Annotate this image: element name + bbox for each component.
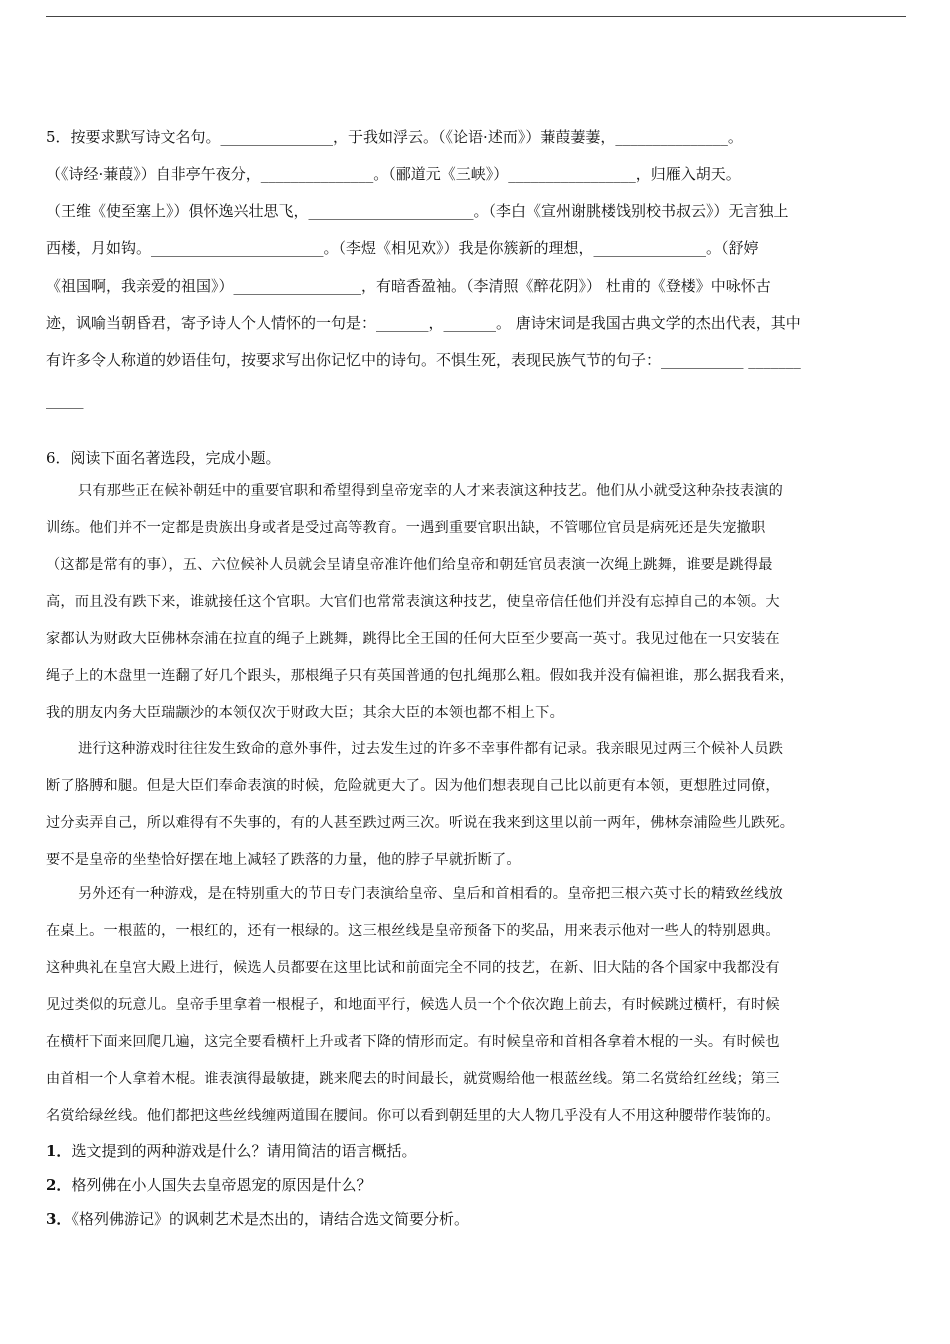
passage-line: 训练。他们并不一定都是贵族出身或者是受过高等教育。一遇到重要官职出缺，不管哪位官员是病死还是失宠撤职 bbox=[46, 520, 766, 536]
passage-line: 只有那些正在候补朝廷中的重要官职和希望得到皇帝宠幸的人才来表演这种技艺。他们从小就受这种杂技表演的 bbox=[78, 483, 783, 499]
passage-line: 过分卖弄自己，所以难得有不失事的，有的人甚至跌过两三次。听说在我来到这里以前一两年，佛林奈浦险些儿跌死。 bbox=[46, 815, 795, 831]
q5-line: 西楼，月如钩。_______________________。（李煜《相见欢》）我是你簇新的理想，_______________。（舒婷 bbox=[46, 239, 759, 257]
passage-line: 名赏给绿丝线。他们都把这些丝线缠两道围在腰间。你可以看到朝廷里的大人物几乎没有人不用这种腰带作装饰的。 bbox=[46, 1108, 780, 1124]
passage-line: 家都认为财政大臣佛林奈浦在拉直的绳子上跳舞，跳得比全王国的任何大臣至少要高一英寸。我见过他在一只安装在 bbox=[46, 631, 780, 647]
passage-line: 进行这种游戏时往往发生致命的意外事件，过去发生过的许多不幸事件都有记录。我亲眼见过两三个候补人员跌 bbox=[78, 741, 783, 757]
sub-question-3 bbox=[46, 1209, 469, 1229]
passage-line: 另外还有一种游戏，是在特别重大的节日专门表演给皇帝、皇后和首相看的。皇帝把三根六英寸长的精致丝线放 bbox=[78, 886, 783, 902]
q6-heading: 6．阅读下面名著选段，完成小题。 bbox=[46, 449, 281, 467]
passage-line: 在桌上。一根蓝的，一根红的，还有一根绿的。这三根丝线是皇帝预备下的奖品，用来表示他对一些人的特别恩典。 bbox=[46, 923, 780, 939]
passage-line: 这种典礼在皇宫大殿上进行，候选人员都要在这里比试和前面完全不同的技艺，在新、旧大陆的各个国家中我都没有 bbox=[46, 960, 780, 976]
sub-question-number: 1． bbox=[46, 1142, 72, 1160]
header-rule bbox=[46, 16, 906, 17]
passage-line: （这都是常有的事），五、六位候补人员就会呈请皇帝准许他们给皇帝和朝廷官员表演一次绳上跳舞，谁要是跳得最 bbox=[46, 557, 773, 573]
sub-question-text: 《格列佛游记》的讽刺艺术是杰出的，请结合选文简要分析。 bbox=[71, 1210, 469, 1228]
passage-line: 见过类似的玩意儿。皇帝手里拿着一根棍子，和地面平行，候选人员一个个依次跑上前去，有时候跳过横杆，有时候 bbox=[46, 997, 780, 1013]
q5-line: 迹，讽喻当朝昏君，寄予诗人个人情怀的一句是：_______，_______。 唐诗宋词是我国古典文学的杰出代表，其中 bbox=[46, 314, 801, 332]
q5-line: 5．按要求默写诗文名句。_______________，于我如浮云。（《论语·述而》）蒹葭萋萋，_______________。 bbox=[46, 128, 743, 146]
sub-question-text: 选文提到的两种游戏是什么？请用简洁的语言概括。 bbox=[71, 1142, 417, 1160]
passage-line: 绳子上的木盘里一连翻了好几个跟头，那根绳子只有英国普通的包扎绳那么粗。假如我并没有偏袒谁，那么据我看来， bbox=[46, 668, 795, 684]
sub-question-number: 3． bbox=[46, 1210, 72, 1228]
q5-line: （王维《使至塞上》）俱怀逸兴壮思飞，______________________。（李白《宣州谢朓楼饯别校书叔云》）无言独上 bbox=[46, 202, 789, 220]
q5-line: 有许多令人称道的妙语佳句，按要求写出你记忆中的诗句。不惧生死，表现民族气节的句子：___________ _______ bbox=[46, 351, 801, 369]
passage-line: 由首相一个人拿着木棍。谁表演得最敏捷，跳来爬去的时间最长，就赏赐给他一根蓝丝线。第二名赏给红丝线；第三 bbox=[46, 1071, 780, 1087]
passage-line: 断了胳膊和腿。但是大臣们奉命表演的时候，危险就更大了。因为他们想表现自己比以前更有本领，更想胜过同僚， bbox=[46, 778, 780, 794]
passage-line: 高，而且没有跌下来，谁就接任这个官职。大官们也常常表演这种技艺，使皇帝信任他们并没有忘掉自己的本领。大 bbox=[46, 594, 780, 610]
passage-line: 我的朋友内务大臣瑞颛沙的本领仅次于财政大臣；其余大臣的本领也都不相上下。 bbox=[46, 705, 564, 721]
sub-question-number: 2． bbox=[46, 1176, 72, 1194]
sub-question-1 bbox=[46, 1141, 416, 1161]
passage-line: 在横杆下面来回爬几遍，这完全要看横杆上升或者下降的情形而定。有时候皇帝和首相各拿着木棍的一头。有时候也 bbox=[46, 1034, 780, 1050]
passage-line: 要不是皇帝的坐垫恰好摆在地上减轻了跌落的力量，他的脖子早就折断了。 bbox=[46, 852, 521, 868]
q5-line: _____ bbox=[46, 391, 84, 409]
q5-line: （《诗经·蒹葭》）自非亭午夜分，_______________。（郦道元《三峡》）_________________，归雁入胡天。 bbox=[46, 165, 741, 183]
sub-question-2 bbox=[46, 1175, 371, 1195]
sub-question-text: 格列佛在小人国失去皇帝恩宠的原因是什么？ bbox=[71, 1176, 372, 1194]
q5-line: 《祖国啊，我亲爱的祖国》）_________________，有暗香盈袖。（李清照《醉花阴》） 杜甫的《登楼》中咏怀古 bbox=[46, 277, 771, 295]
